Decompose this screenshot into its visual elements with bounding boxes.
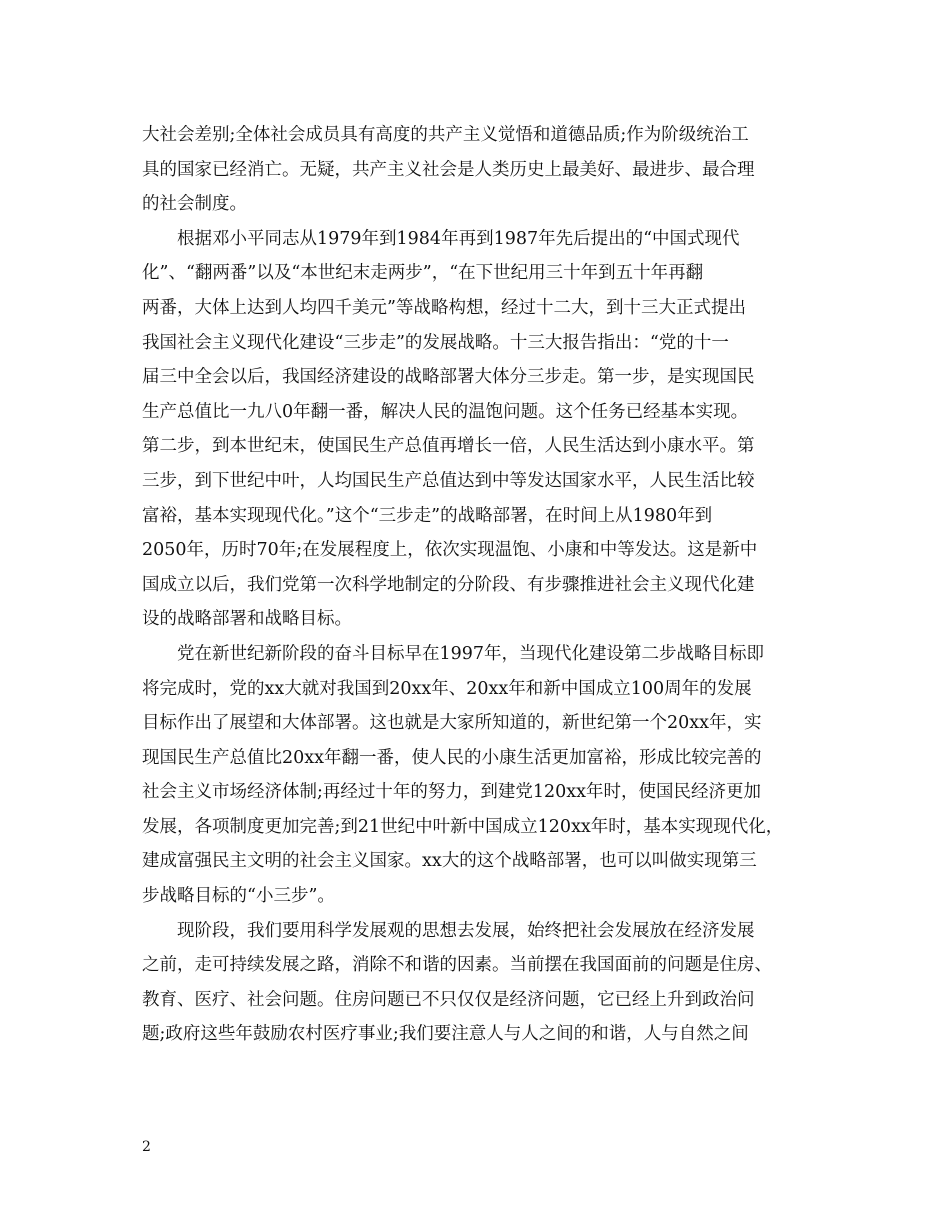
text-line: 现阶段，我们要用科学发展观的思想去发展，始终把社会发展放在经济发展 [177,920,755,941]
text-line: 化”、“翻两番”以及“本世纪末走两步”，“在下世纪用三十年到五十年再翻 [142,263,704,284]
text-line: 两番，大体上达到人均四千美元”等战略构想，经过十二大，到十三大正式提出 [142,297,746,318]
text-line: 第二步，到本世纪末，使国民生产总值再增长一倍，人民生活达到小康水平。第 [142,436,755,457]
text-line: 三步，到下世纪中叶，人均国民生产总值达到中等发达国家水平，人民生活比较 [142,470,755,491]
text-line: 富裕，基本实现现代化。”这个“三步走”的战略部署，在时间上从1980年到 [142,505,713,526]
text-line: 社会主义市场经济体制;再经过十年的努力，到建党120xx年时，使国民经济更加 [142,782,762,803]
text-line: 届三中全会以后，我国经济建设的战略部署大体分三步走。第一步，是实现国民 [142,367,755,388]
page-number: 2 [142,1139,151,1155]
text-line: 现国民生产总值比20xx年翻一番，使人民的小康生活更加富裕，形成比较完善的 [142,747,762,768]
text-line: 目标作出了展望和大体部署。这也就是大家所知道的，新世纪第一个20xx年，实 [142,713,762,734]
body-text [142,118,810,1052]
text-line: 设的战略部署和战略目标。 [142,609,352,630]
text-line: 2050年，历时70年;在发展程度上，依次实现温饱、小康和中等发达。这是新中 [142,540,758,561]
text-line: 建成富强民主文明的社会主义国家。xx大的这个战略部署，也可以叫做实现第三 [142,851,757,872]
text-line: 生产总值比一九八0年翻一番，解决人民的温饱问题。这个任务已经基本实现。 [142,401,749,422]
text-line: 具的国家已经消亡。无疑，共产主义社会是人类历史上最美好、最进步、最合理 [142,159,755,180]
text-line: 题;政府这些年鼓励农村医疗事业;我们要注意人与人之间的和谐，人与自然之间 [142,1024,749,1045]
text-line: 党在新世纪新阶段的奋斗目标早在1997年，当现代化建设第二步战略目标即 [177,643,765,664]
text-line: 步战略目标的“小三步”。 [142,886,335,907]
text-line: 将完成时，党的xx大就对我国到20xx年、20xx年和新中国成立100周年的发展 [142,678,752,699]
text-line: 大社会差别;全体社会成员具有高度的共产主义觉悟和道德品质;作为阶级统治工 [142,125,749,145]
text-line: 教育、医疗、社会问题。住房问题已不只仅仅是经济问题，它已经上升到政治问 [142,989,755,1010]
text-line: 我国社会主义现代化建设“三步走”的发展战略。十三大报告指出：“党的十一 [142,332,729,353]
text-line: 的社会制度。 [142,194,247,215]
text-line: 根据邓小平同志从1979年到1984年再到1987年先后提出的“中国式现代 [177,228,740,249]
text-line: 国成立以后，我们党第一次科学地制定的分阶段、有步骤推进社会主义现代化建 [142,574,755,595]
text-line: 发展，各项制度更加完善;到21世纪中叶新中国成立120xx年时，基本实现现代化， [142,816,784,837]
text-line: 之前，走可持续发展之路，消除不和谐的因素。当前摆在我国面前的问题是住房、 [142,955,772,976]
